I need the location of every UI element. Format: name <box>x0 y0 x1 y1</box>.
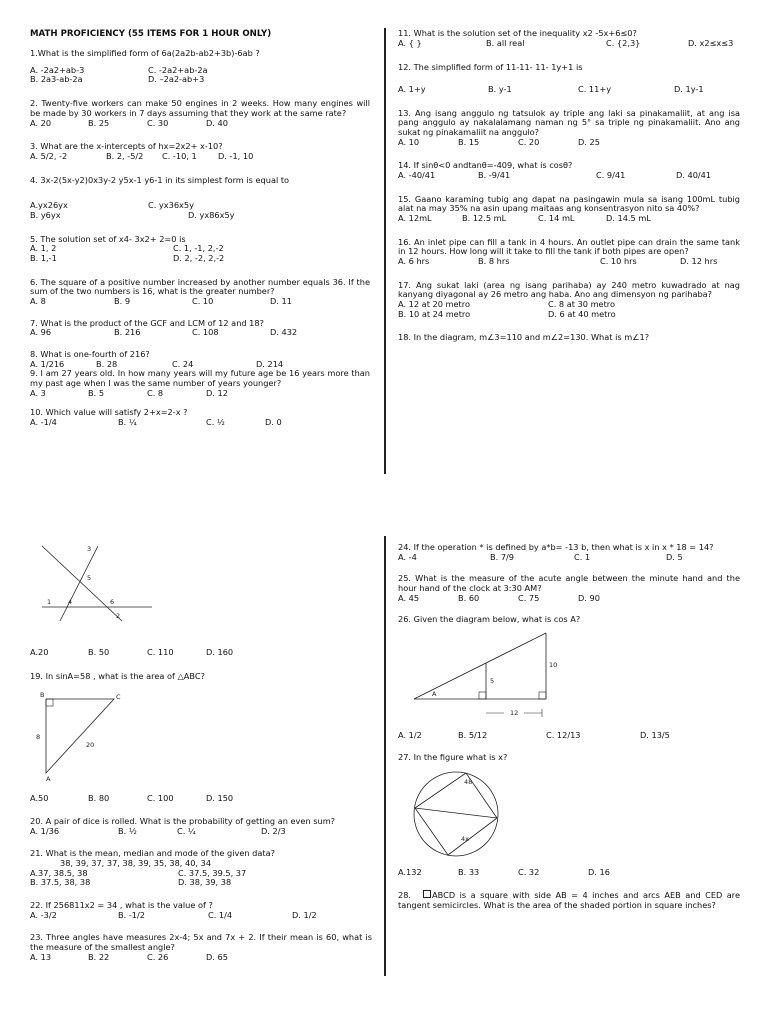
option: C. ¼ <box>177 825 196 836</box>
question-21 <box>30 849 372 888</box>
option: B. 5/12 <box>458 730 488 741</box>
question-7 <box>30 319 370 338</box>
option: D. yx86x5y <box>188 209 235 220</box>
option: C. 11+y <box>578 84 612 95</box>
question-26 <box>398 615 740 740</box>
option: B. 22 <box>88 951 110 962</box>
question-stem: 16. An inlet pipe can fill a tank in 4 hours. An outlet pipe can drain the same tank in 12 hours. How long will it take to fill the tank if both pipes are open? <box>398 236 740 257</box>
question-stem: 21. What is the mean, median and mode of the given data? <box>30 848 275 859</box>
square-symbol-icon <box>423 890 431 898</box>
angle-label: 4 <box>68 598 73 606</box>
option: C. 100 <box>147 793 174 804</box>
option: B. 5 <box>88 387 105 398</box>
option: C. 108 <box>192 327 219 338</box>
option: C. 8 at 30 metro <box>548 299 616 310</box>
question-3 <box>30 142 370 161</box>
option: A. { } <box>398 37 422 48</box>
side-label: 8 <box>36 733 41 742</box>
option: C. 14 mL <box>538 213 575 224</box>
option: A. 8 <box>30 295 46 306</box>
option: D. -1, 10 <box>218 150 254 161</box>
option: A. 12mL <box>398 213 432 224</box>
side-label: 5 <box>490 677 495 686</box>
option: B. 7/9 <box>490 551 514 562</box>
option: C. 32 <box>518 867 540 878</box>
option: A. 12 at 20 metro <box>398 299 470 310</box>
question-1 <box>30 49 370 85</box>
question-4 <box>30 176 370 221</box>
option: B. ¼ <box>118 416 137 427</box>
option: C. 1/4 <box>208 909 233 920</box>
option: A. 1/216 <box>30 358 65 369</box>
option: D. 2/3 <box>261 825 286 836</box>
question-17 <box>398 281 740 320</box>
option: B. 25 <box>88 117 110 128</box>
option: B. -1/2 <box>118 909 145 920</box>
option: D. 14.5 mL <box>606 213 651 224</box>
option: A. -2a2+ab-3 <box>30 64 85 75</box>
question-stem: 17. Ang sukat laki (area ng isang parihaba) ay 240 metro kuwadrado at nag kanyang diyagonal ay 26 metro ang haba. Ano ang dimensyon ng parihaba? <box>398 279 740 300</box>
option: B. 9 <box>114 295 131 306</box>
question-stem: 2. Twenty-five workers can make 50 engines in 2 weeks. How many engines will be made by 30 workers in 7 days assuming that they work at the same rate? <box>30 98 370 118</box>
option: D. 160 <box>206 647 234 657</box>
option: D. 5 <box>666 551 683 562</box>
question-stem: ABCD is a square with side AB = 4 inches and arcs AEB and CED are tangent semicircles. What is the area of the shaded portion in square inches? <box>398 890 740 910</box>
option: B. 2, -5/2 <box>106 150 144 161</box>
side-label: 10 <box>549 661 558 670</box>
data-set: 38, 39, 37, 37, 38, 39, 35, 38, 40, 34 <box>60 858 212 869</box>
option: B. all real <box>486 37 525 48</box>
angle-label: 5 <box>87 574 92 582</box>
option: C. 1 <box>574 551 591 562</box>
question-14 <box>398 161 740 180</box>
option: A. 1, 2 <box>30 243 57 254</box>
option: D. 1/2 <box>292 909 317 920</box>
angle-label: 4x <box>461 835 469 844</box>
question-8 <box>30 350 370 369</box>
side-label: 20 <box>86 741 95 750</box>
angle-label: 3 <box>87 545 92 553</box>
option: A. 6 hrs <box>398 256 430 267</box>
option: B. 80 <box>88 793 110 804</box>
side-label: 12 <box>510 709 519 718</box>
option: D. 40/41 <box>676 170 712 181</box>
option: C. 1, -1, 2,-2 <box>173 243 224 254</box>
option: A. 10 <box>398 136 420 147</box>
question-stem: 5. The solution set of x4- 3x2+ 2=0 is <box>30 233 186 244</box>
option: A. -1/4 <box>30 416 57 427</box>
question-stem: 9. I am 27 years old. In how many years will my future age be 16 years more than my past age when I was the same number of years younger? <box>30 368 370 388</box>
option: B. 12.5 mL <box>462 213 507 224</box>
question-9 <box>30 369 370 398</box>
question-23 <box>30 933 372 962</box>
question-stem: 20. A pair of dice is rolled. What is the probability of getting an even sum? <box>30 816 336 827</box>
option: B. 1,-1 <box>30 252 57 263</box>
option: A. -4 <box>398 551 417 562</box>
option: D. x2≤x≤3 <box>688 37 734 48</box>
left-top-column <box>30 29 370 435</box>
question-19 <box>30 672 372 804</box>
option: B. y6yx <box>30 209 61 220</box>
q18-diagram <box>30 538 170 628</box>
option: C. 110 <box>147 647 174 657</box>
question-stem: 8. What is one-fourth of 216? <box>30 348 150 359</box>
option: D. 38, 39, 38 <box>178 877 232 888</box>
angle-label: 6 <box>110 598 115 606</box>
vertex-label: A <box>46 775 51 783</box>
question-28 <box>398 890 740 910</box>
question-13 <box>398 109 740 148</box>
column-divider-top <box>384 28 386 474</box>
left-bottom-column <box>30 538 372 969</box>
option: B. 2a3-ab-2a <box>30 74 83 85</box>
question-stem: 13. Ang isang anggulo ng tatsulok ay triple ang laki sa pinakamaliit, at ang isa pang anggulo ay nakalalamang naman ng 5° sa triple ng pinakamaliit. Ano ang sukat ng pinakamaliit na anggulo? <box>398 107 740 138</box>
option: B. 15 <box>458 136 480 147</box>
option: A. 13 <box>30 951 52 962</box>
option: D. 16 <box>588 867 610 878</box>
question-stem: 1.What is the simplified form of 6a(2a2b-ab2+3b)-6ab ? <box>30 48 260 59</box>
question-25 <box>398 574 740 603</box>
option: A.50 <box>30 793 49 804</box>
question-stem: 19. In sinA=58 , what is the area of △ABC? <box>30 670 205 681</box>
option: C. 20 <box>518 136 540 147</box>
vertex-label: A <box>432 690 437 699</box>
option: A.37, 38.5, 38 <box>30 867 88 878</box>
right-bottom-column <box>398 543 740 917</box>
question-27 <box>398 753 740 878</box>
vertex-label: B <box>40 691 45 700</box>
question-6 <box>30 278 370 307</box>
option: B. 10 at 24 metro <box>398 308 471 319</box>
page-title: MATH PROFICIENCY (55 ITEMS FOR 1 HOUR ONLY) <box>30 29 272 39</box>
option: C. ½ <box>206 416 225 427</box>
question-stem: 6. The square of a positive number increased by another number equals 36. If the sum of the two numbers is 16, what is the greater number? <box>30 276 370 297</box>
option: B. -9/41 <box>478 170 511 181</box>
question-stem: 26. Given the diagram below, what is cos A? <box>398 614 581 625</box>
option: D. 12 <box>206 387 228 398</box>
option: A. 45 <box>398 592 420 603</box>
option: B. ½ <box>118 825 137 836</box>
option: A. 96 <box>30 327 52 338</box>
question-stem: 23. Three angles have measures 2x-4; 5x and 7x + 2. If their mean is 60, what is the measure of the smallest angle? <box>30 932 372 953</box>
option: C. 30 <box>147 117 169 128</box>
option: C. 9/41 <box>596 170 626 181</box>
option: A.132 <box>398 867 422 878</box>
option: B. 28 <box>96 358 118 369</box>
question-2 <box>30 99 370 128</box>
option: D. –2a2-ab+3 <box>148 74 205 85</box>
option: C. 8 <box>147 387 164 398</box>
option: B. 8 hrs <box>478 256 510 267</box>
question-11 <box>398 29 740 48</box>
option: D. 214 <box>256 358 284 369</box>
angle-label: 1 <box>47 598 52 606</box>
question-18 <box>398 333 740 343</box>
option: A. 1+y <box>398 84 426 95</box>
option: C. 37.5, 39.5, 37 <box>178 867 247 878</box>
option: D. 0 <box>265 416 282 427</box>
option: A. 1/36 <box>30 825 60 836</box>
question-10 <box>30 408 370 427</box>
option: C. 10 <box>192 295 214 306</box>
vertex-label: C <box>116 693 121 702</box>
q27-circle-diagram <box>398 764 508 864</box>
question-5 <box>30 235 370 264</box>
option: A. 5/2, -2 <box>30 150 68 161</box>
option: D. 13/5 <box>640 730 670 741</box>
option: D. 90 <box>578 592 600 603</box>
option: D. 12 hrs <box>680 256 718 267</box>
column-divider-bottom <box>384 536 386 976</box>
angle-label: 48 <box>464 778 473 787</box>
option: C. 75 <box>518 592 540 603</box>
option: A. 3 <box>30 387 46 398</box>
option: C. yx36x5y <box>148 200 194 211</box>
question-stem: 4. 3x-2(5x-y2)0x3y-2 y5x-1 y6-1 in its simplest form is equal to <box>30 174 290 185</box>
option: D. 65 <box>206 951 228 962</box>
question-stem: 14. If sinθ<0 andtanθ=-409, what is cosθ? <box>398 160 573 171</box>
question-stem: 24. If the operation * is defined by a*b= -13 b, then what is x in x * 18 = 14? <box>398 542 714 552</box>
right-top-column <box>398 29 740 350</box>
option: D. 11 <box>270 295 292 306</box>
question-stem: 12. The simplified form of 11-11- 11- 1y+1 is <box>398 62 583 73</box>
q19-triangle-diagram <box>30 687 140 782</box>
question-24 <box>398 543 740 562</box>
question-15 <box>398 195 740 224</box>
option: C. -10, 1 <box>162 150 197 161</box>
option: C. -2a2+ab-2a <box>148 64 208 75</box>
question-number: 28. <box>398 890 412 901</box>
option: B. y-1 <box>488 84 512 95</box>
question-16 <box>398 238 740 267</box>
question-stem: 27. In the figure what is x? <box>398 751 508 762</box>
option: C. 10 hrs <box>600 256 637 267</box>
question-stem: 11. What is the solution set of the inequality x2 -5x+6≤0? <box>398 28 637 38</box>
option: A. -40/41 <box>398 170 436 181</box>
question-22 <box>30 901 372 920</box>
question-12 <box>398 63 740 94</box>
option: A. 1/2 <box>398 730 422 741</box>
option: A. -3/2 <box>30 909 57 920</box>
option: B. 216 <box>114 327 141 338</box>
question-stem: 10. Which value will satisfy 2+x=2-x ? <box>30 407 188 418</box>
question-stem: 3. What are the x-intercepts of hx=2x2+ x-10? <box>30 141 223 152</box>
option: D. 432 <box>270 327 298 338</box>
option: C. 12/13 <box>546 730 581 741</box>
question-stem: 18. In the diagram, m∠3=110 and m∠2=130. What is m∠1? <box>398 332 650 343</box>
option: B. 37.5, 38, 38 <box>30 877 91 888</box>
question-stem: 15. Gaano karaming tubig ang dapat na pasingawin mula sa isang 100mL tubig alat na may 35% na asin upang maitaas ang konsentrasyon nito sa 40%? <box>398 193 740 214</box>
option: B. 60 <box>458 592 480 603</box>
angle-label: 2 <box>116 612 121 620</box>
option: B. 33 <box>458 867 480 878</box>
question-stem: 25. What is the measure of the acute angle between the minute hand and the hour hand of the clock at 3:30 AM? <box>398 573 740 594</box>
question-stem: 7. What is the product of the GCF and LCM of 12 and 18? <box>30 317 264 328</box>
option: B. 50 <box>88 647 110 657</box>
option: C. 26 <box>147 951 169 962</box>
option: A.20 <box>30 647 49 657</box>
option: C. 24 <box>172 358 194 369</box>
question-20 <box>30 817 372 836</box>
option: D. 2, -2, 2,-2 <box>173 252 225 263</box>
option: D. 25 <box>578 136 600 147</box>
option: A. 20 <box>30 117 52 128</box>
q18-options <box>30 648 372 658</box>
q26-triangle-diagram <box>398 627 568 725</box>
option: D. 40 <box>206 117 228 128</box>
question-stem: 22. If 256811x2 = 34 , what is the value of ? <box>30 900 213 911</box>
option: C. {2,3} <box>606 37 641 48</box>
option: D. 1y-1 <box>674 84 704 95</box>
option: D. 6 at 40 metro <box>548 308 616 319</box>
option: A.yx26yx <box>30 200 68 211</box>
option: D. 150 <box>206 793 234 804</box>
